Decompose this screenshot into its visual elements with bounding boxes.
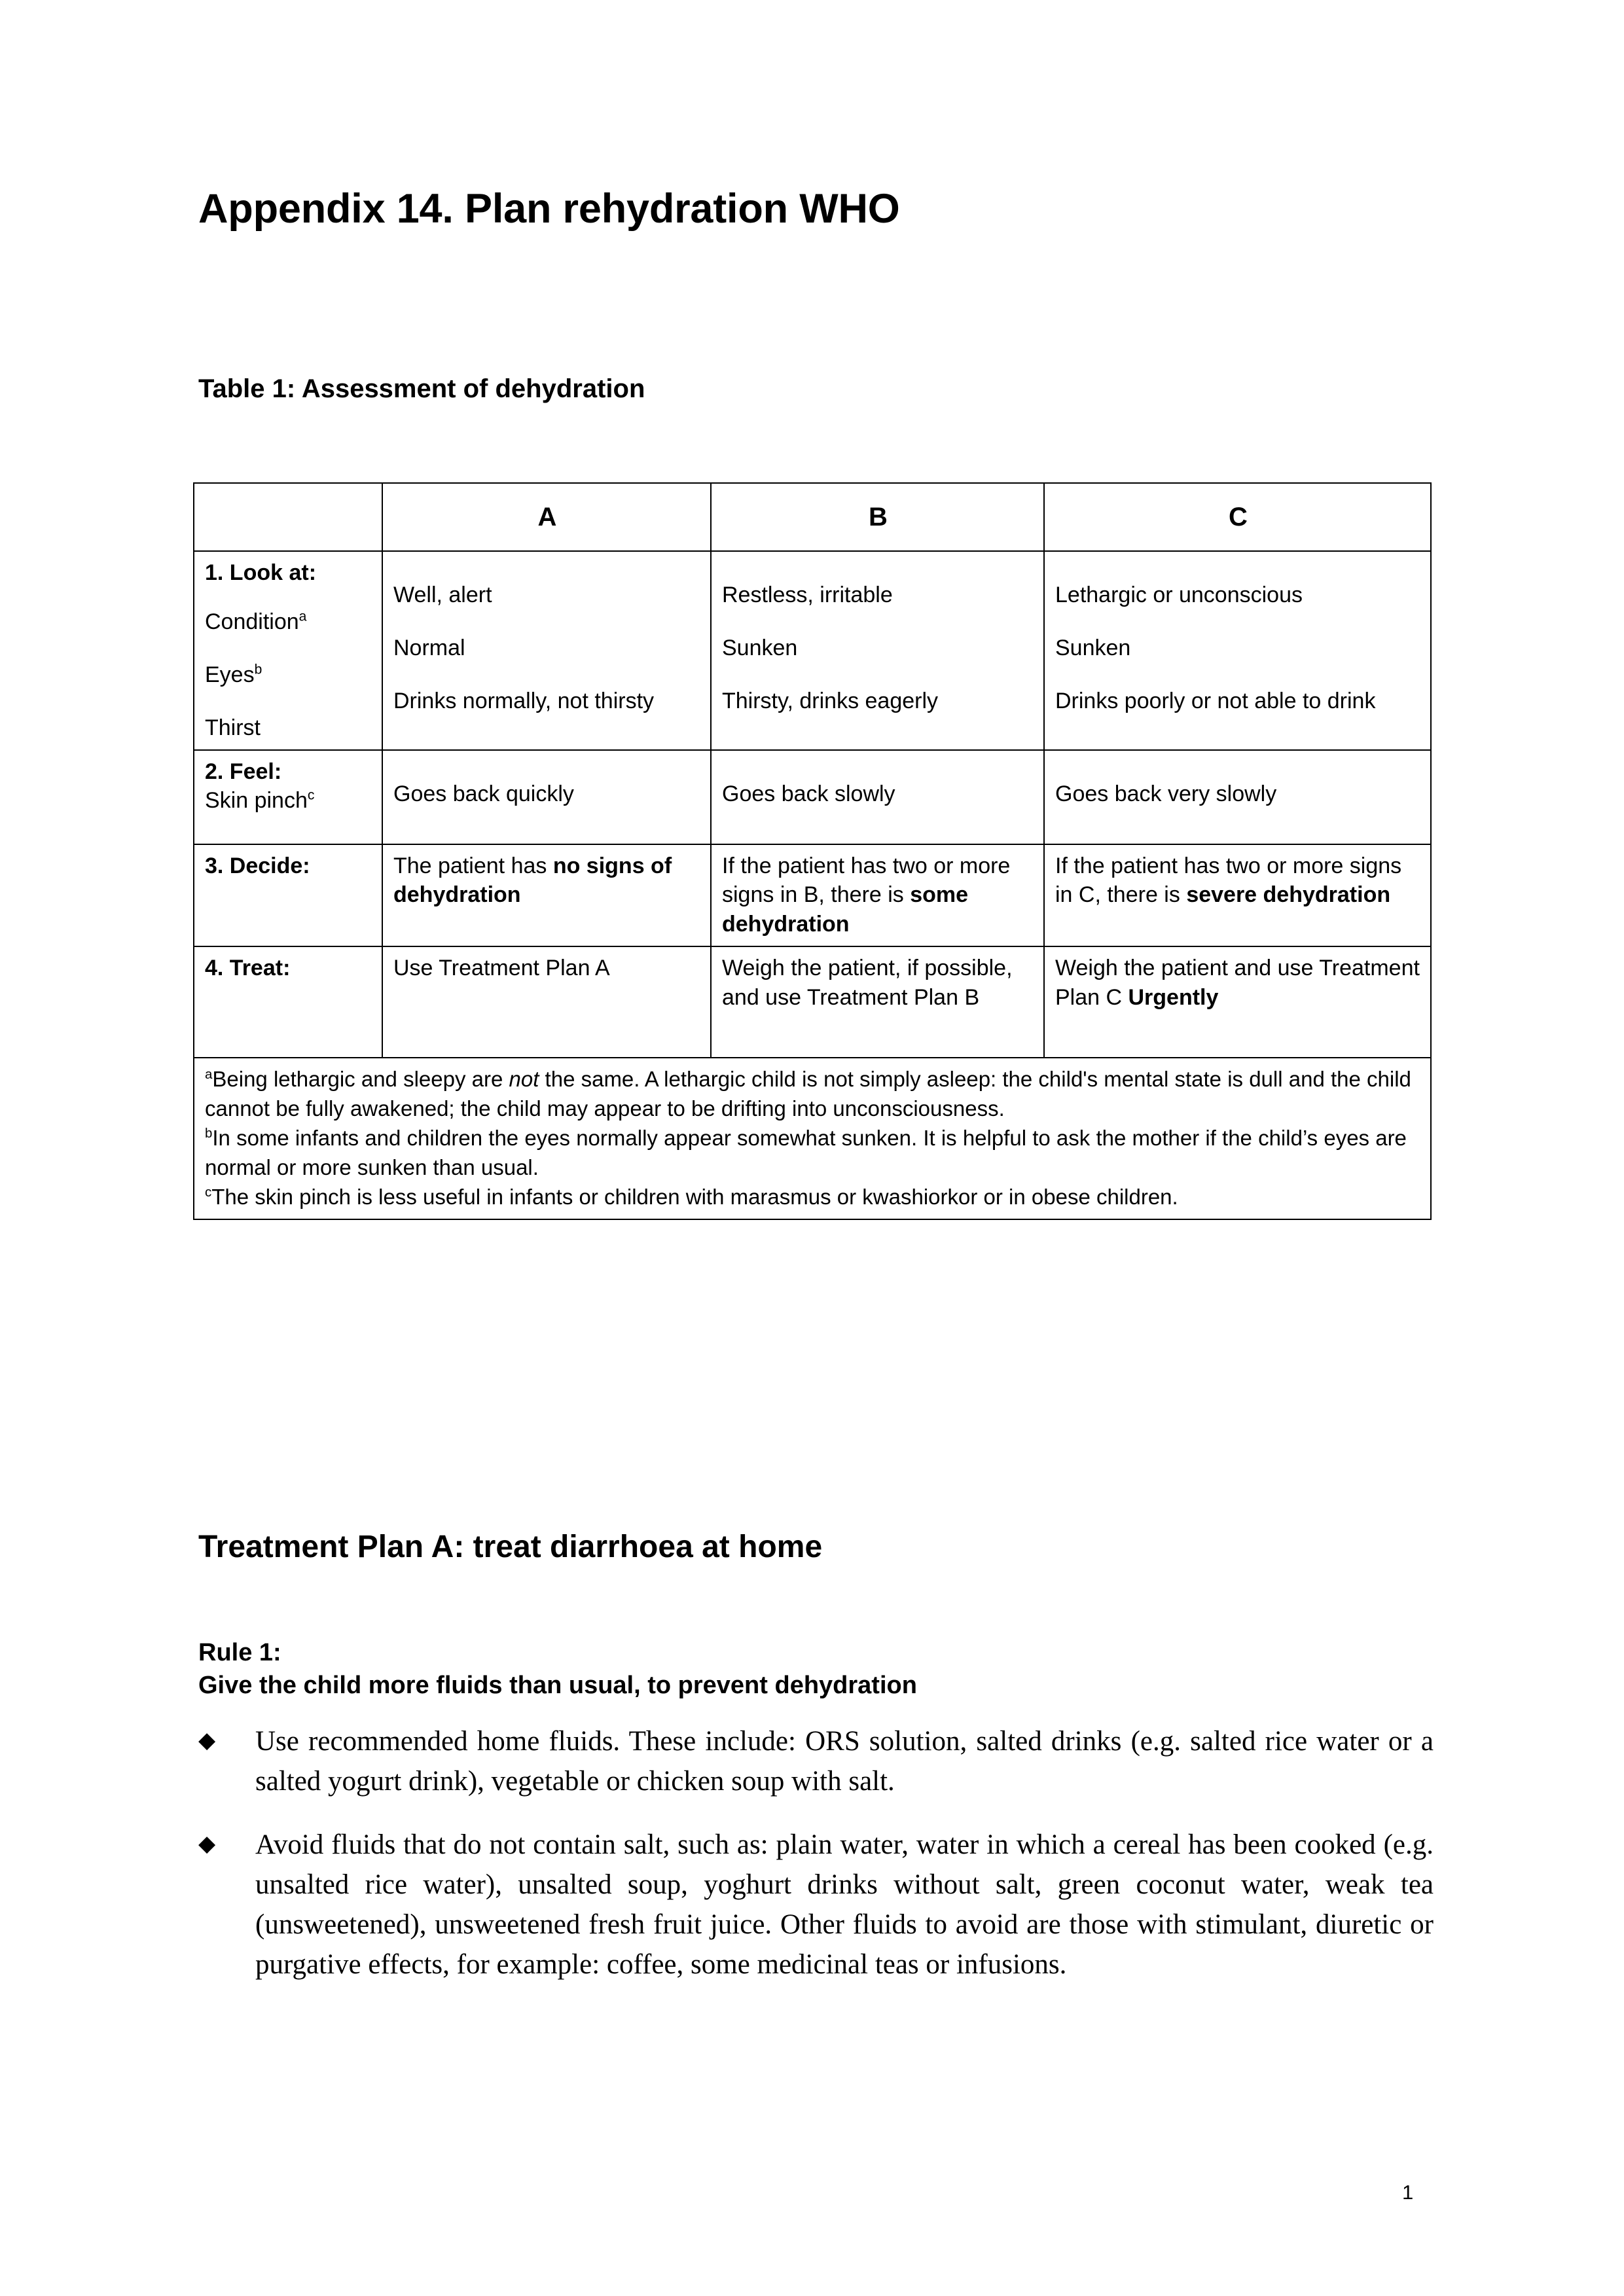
sublabel-text: Condition (205, 609, 299, 634)
cell-decide-b (711, 844, 1044, 947)
row-sublabel-thirst: Thirst (205, 715, 261, 740)
cell-feel-a: Goes back quickly (382, 750, 711, 844)
table-header-b: B (711, 483, 1044, 551)
cell-text: Weigh the patient and use Treatment Plan C (1055, 956, 1420, 1010)
table-row (194, 551, 1431, 750)
footnote-c-text: The skin pinch is less useful in infants or children with marasmus or kwashiorkor or in obese children. (211, 1184, 1178, 1209)
footnote-a-text-part1: Being lethargic and sleepy are (212, 1067, 509, 1092)
rule-1-number: Rule 1: (198, 1639, 281, 1666)
footnote-ref-a: a (298, 609, 307, 624)
cell-text-bold: Urgently (1128, 985, 1219, 1010)
cell-look-at-a (382, 551, 711, 750)
table-caption: Table 1: Assessment of dehydration (198, 374, 645, 403)
table-footnotes-row (194, 1058, 1431, 1219)
cell-decide-c (1044, 844, 1431, 947)
row-label-heading: 4. Treat: (205, 956, 291, 981)
cell-treat-b: Weigh the patient, if possible, and use Treatment Plan B (711, 946, 1044, 1058)
table-row (194, 844, 1431, 947)
footnote-c (205, 1183, 1421, 1212)
list-item (193, 1825, 1434, 1984)
cell-text-bold: severe dehydration (1186, 882, 1391, 908)
cell-line: Restless, irritable (722, 583, 893, 607)
cell-text: If the patient has two or more signs in B, there is (722, 853, 1011, 908)
footnote-a-emphasis: not (509, 1067, 539, 1092)
sublabel-text: Skin pinch (205, 788, 308, 814)
page-number: 1 (1402, 2181, 1414, 2204)
row-label-heading: 1. Look at: (205, 560, 317, 585)
cell-line: Well, alert (393, 583, 492, 607)
sublabel-text: Eyes (205, 662, 255, 687)
row-sublabel-eyes (205, 660, 372, 690)
table-header-a: A (382, 483, 711, 551)
diamond-bullet-icon: ◆ (198, 1727, 216, 1753)
row-label-heading: 2. Feel: (205, 759, 282, 784)
cell-line: Drinks poorly or not able to drink (1055, 688, 1376, 713)
footnote-b-text: In some infants and children the eyes normally appear somewhat sunken. It is helpful to ask the mother if the child’s eyes are normal or more sunken than usual. (205, 1125, 1407, 1179)
table-row (194, 750, 1431, 844)
list-item-text: Use recommended home fluids. These include: ORS solution, salted drinks (e.g. salted rice water or a salted yogurt drink), vegetable or chicken soup with salt. (255, 1726, 1434, 1797)
cell-text-bold: some dehydration (722, 882, 969, 937)
row-label-heading: 3. Decide: (205, 853, 310, 878)
footnote-marker-c: c (205, 1184, 212, 1200)
cell-line: Thirsty, drinks eagerly (722, 688, 939, 713)
row-label-feel (194, 750, 382, 844)
cell-decide-a (382, 844, 711, 947)
cell-feel-b: Goes back slowly (711, 750, 1044, 844)
table-header-c: C (1044, 483, 1431, 551)
cell-line: Lethargic or unconscious (1055, 583, 1303, 607)
rule-1-block (198, 1636, 917, 1702)
footnote-marker-a: a (205, 1067, 213, 1083)
assessment-of-dehydration-table (193, 482, 1432, 1220)
cell-text-bold: no signs of dehydration (393, 853, 672, 908)
cell-line: Normal (393, 635, 465, 660)
cell-text: If the patient has two or more signs in C, there is (1055, 853, 1402, 908)
cell-line: Sunken (1055, 635, 1131, 660)
footnote-ref-b: b (254, 662, 262, 677)
table-header-blank (194, 483, 382, 551)
cell-feel-c: Goes back very slowly (1044, 750, 1431, 844)
cell-line: Sunken (722, 635, 798, 660)
table-header-row (194, 483, 1431, 551)
plan-a-bullet-list (193, 1721, 1434, 2008)
treatment-plan-a-heading: Treatment Plan A: treat diarrhoea at home (198, 1530, 823, 1564)
row-label-decide (194, 844, 382, 947)
diamond-bullet-icon: ◆ (198, 1831, 216, 1857)
row-label-treat (194, 946, 382, 1058)
table-row (194, 946, 1431, 1058)
row-label-look-at (194, 551, 382, 750)
table-footnotes (194, 1058, 1431, 1219)
list-item (193, 1721, 1434, 1801)
footnote-a-text-part2: the same. A lethargic child is not simply asleep: the child's mental state is dull and the child cannot be fully awakened; the child may appear to be drifting into unconsciousness. (205, 1067, 1411, 1121)
page-title: Appendix 14. Plan rehydration WHO (198, 186, 900, 232)
cell-text: The patient has (393, 853, 553, 878)
cell-treat-c (1044, 946, 1431, 1058)
list-item-text: Avoid fluids that do not contain salt, such as: plain water, water in which a cereal has been cooked (e.g. unsalted rice water), unsalted soup, yoghurt drinks without salt, green coconut water, weak tea (unsweetened), unsweetened fresh fruit juice. Other fluids to avoid are those with stimulant, diuretic or purgative effects, for example: coffee, some medicinal teas or infusions. (255, 1829, 1434, 1981)
rule-1-text: Give the child more fluids than usual, to prevent dehydration (198, 1672, 917, 1700)
cell-treat-a: Use Treatment Plan A (382, 946, 711, 1058)
footnote-a (205, 1065, 1421, 1124)
row-sublabel-skin-pinch (205, 786, 372, 816)
footnote-b (205, 1124, 1421, 1183)
cell-look-at-c (1044, 551, 1431, 750)
cell-look-at-b (711, 551, 1044, 750)
footnote-ref-c: c (307, 788, 315, 804)
footnote-marker-b: b (205, 1125, 213, 1141)
row-sublabel-condition (205, 607, 372, 637)
cell-line: Drinks normally, not thirsty (393, 688, 655, 713)
